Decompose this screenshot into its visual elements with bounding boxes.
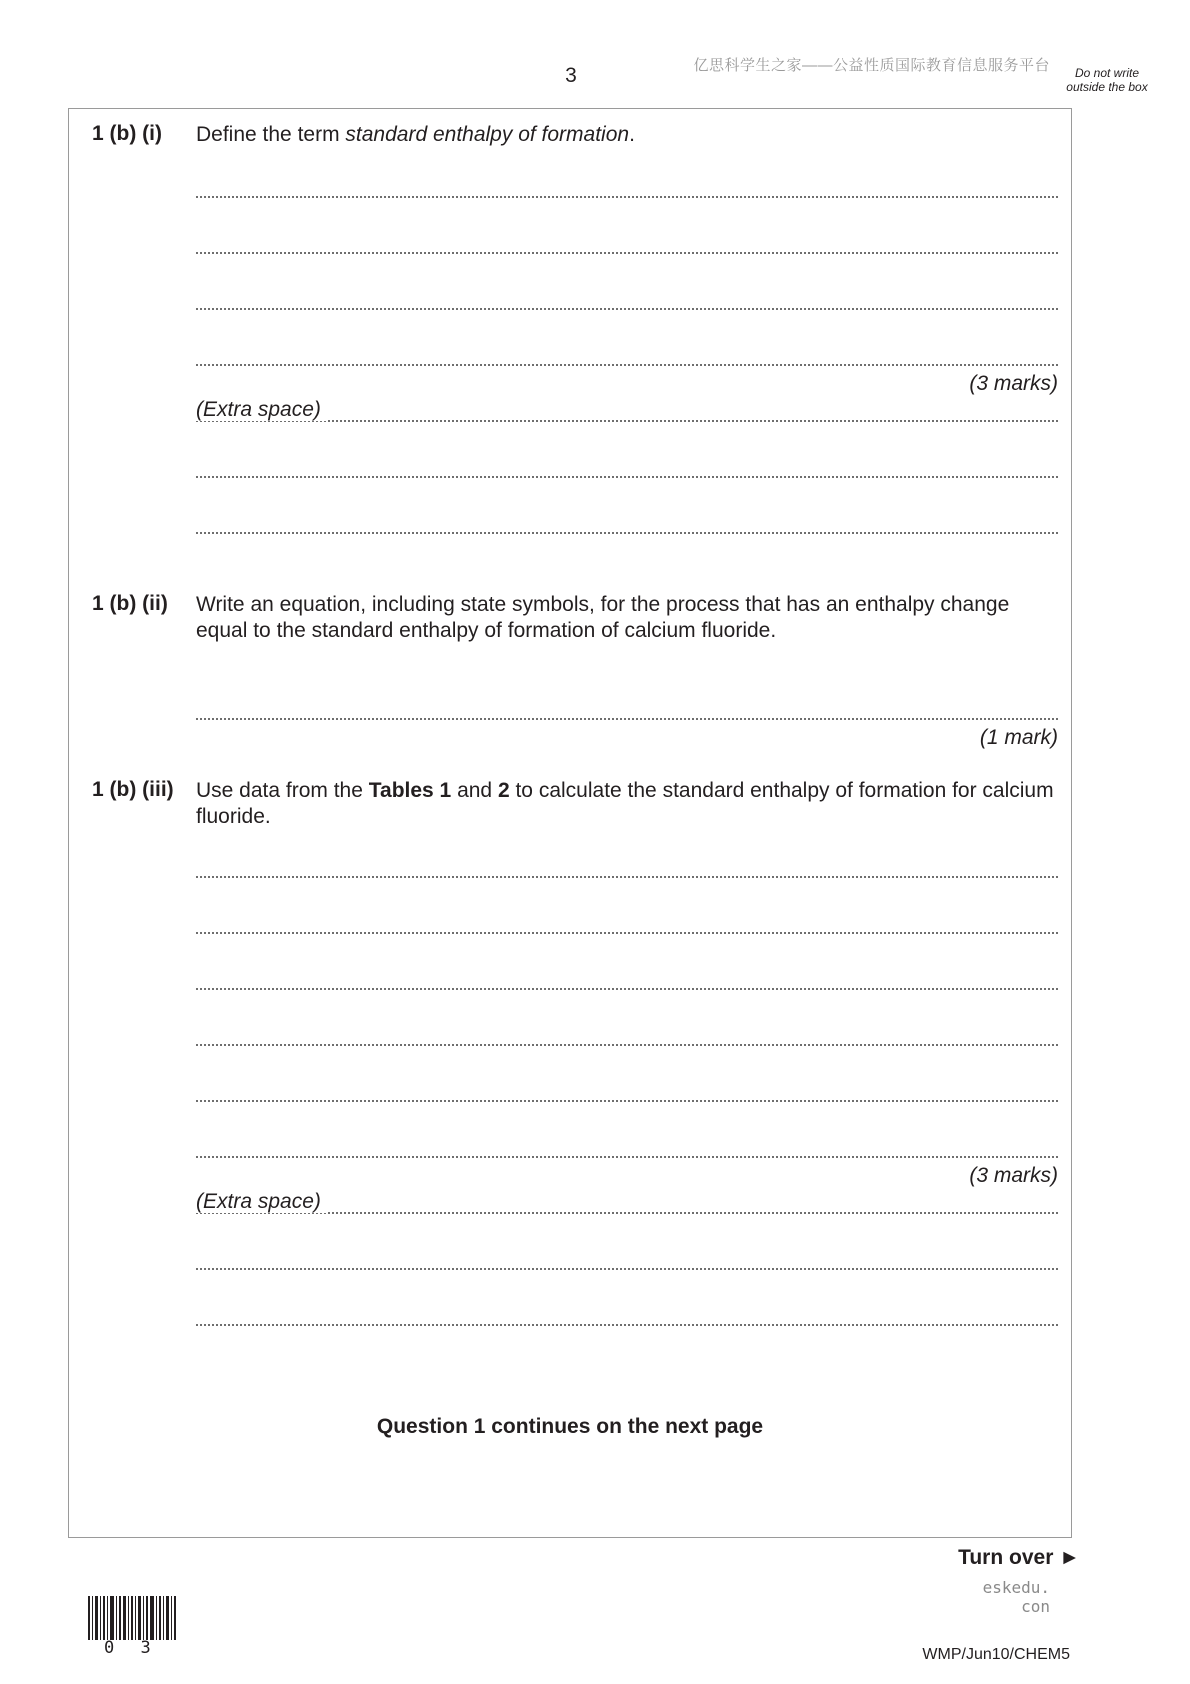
turn-over-label: Turn over ► bbox=[958, 1546, 1080, 1569]
answer-line[interactable] bbox=[196, 1100, 1058, 1102]
answer-line[interactable] bbox=[196, 308, 1058, 310]
extra-space-label-text: (Extra space) bbox=[196, 1190, 327, 1213]
answer-line[interactable] bbox=[196, 988, 1058, 990]
question-text-1bi-prefix: Define the term bbox=[196, 123, 346, 146]
margin-note: Do not write outside the box bbox=[1066, 66, 1148, 94]
marks-label-1bi: (3 marks) bbox=[969, 372, 1058, 395]
barcode-icon bbox=[88, 1596, 178, 1640]
page-number: 3 bbox=[565, 64, 577, 87]
answer-line[interactable] bbox=[196, 876, 1058, 878]
watermark-text: 亿思科学生之家——公益性质国际教育信息服务平台 bbox=[693, 57, 1050, 74]
answer-line[interactable] bbox=[196, 364, 1058, 366]
answer-line[interactable] bbox=[196, 1044, 1058, 1046]
question-text-1bi bbox=[196, 122, 1056, 148]
answer-line[interactable] bbox=[196, 252, 1058, 254]
question-text-1biii bbox=[196, 778, 1056, 830]
question-number-1bii: 1 (b) (ii) bbox=[92, 592, 168, 615]
question-text-1biii-part3: to calculate the standard enthalpy of formation for calcium fluoride. bbox=[196, 779, 1054, 828]
question-text-1bii: Write an equation, including state symbols, for the process that has an enthalpy change equal to the standard enthalpy of formation of calcium fluoride. bbox=[196, 593, 1010, 642]
extra-answer-line[interactable] bbox=[196, 1324, 1058, 1326]
extra-space-label-1biii bbox=[196, 1190, 327, 1214]
marks-label-1bii: (1 mark) bbox=[979, 726, 1058, 749]
question-number-1biii: 1 (b) (iii) bbox=[92, 778, 174, 801]
paper-reference: WMP/Jun10/CHEM5 bbox=[922, 1646, 1070, 1663]
extra-space-label-text: (Extra space) bbox=[196, 398, 327, 421]
question-text-1biii-bold1: Tables 1 bbox=[368, 779, 452, 802]
answer-line[interactable] bbox=[196, 1156, 1058, 1158]
extra-answer-line[interactable] bbox=[196, 532, 1058, 534]
extra-answer-line[interactable] bbox=[196, 1268, 1058, 1270]
question-text-1biii-bold2: 2 bbox=[497, 779, 510, 802]
barcode-digits: 0 3 bbox=[104, 1638, 159, 1658]
question-number-1bi: 1 (b) (i) bbox=[92, 122, 162, 145]
question-text-1biii-part1: Use data from the bbox=[196, 779, 369, 802]
answer-line[interactable] bbox=[196, 196, 1058, 198]
extra-space-label-1bi bbox=[196, 398, 327, 422]
continue-note: Question 1 continues on the next page bbox=[376, 1415, 764, 1438]
question-term-1bi: standard enthalpy of formation bbox=[345, 123, 630, 146]
extra-answer-line[interactable] bbox=[196, 476, 1058, 478]
marks-label-1biii: (3 marks) bbox=[969, 1164, 1058, 1187]
answer-line[interactable] bbox=[196, 932, 1058, 934]
answer-line[interactable] bbox=[196, 718, 1058, 720]
question-text-1bi-suffix: . bbox=[629, 123, 635, 146]
site-watermark: eskedu. con bbox=[982, 1578, 1050, 1616]
question-text-1biii-part2: and bbox=[451, 779, 498, 802]
